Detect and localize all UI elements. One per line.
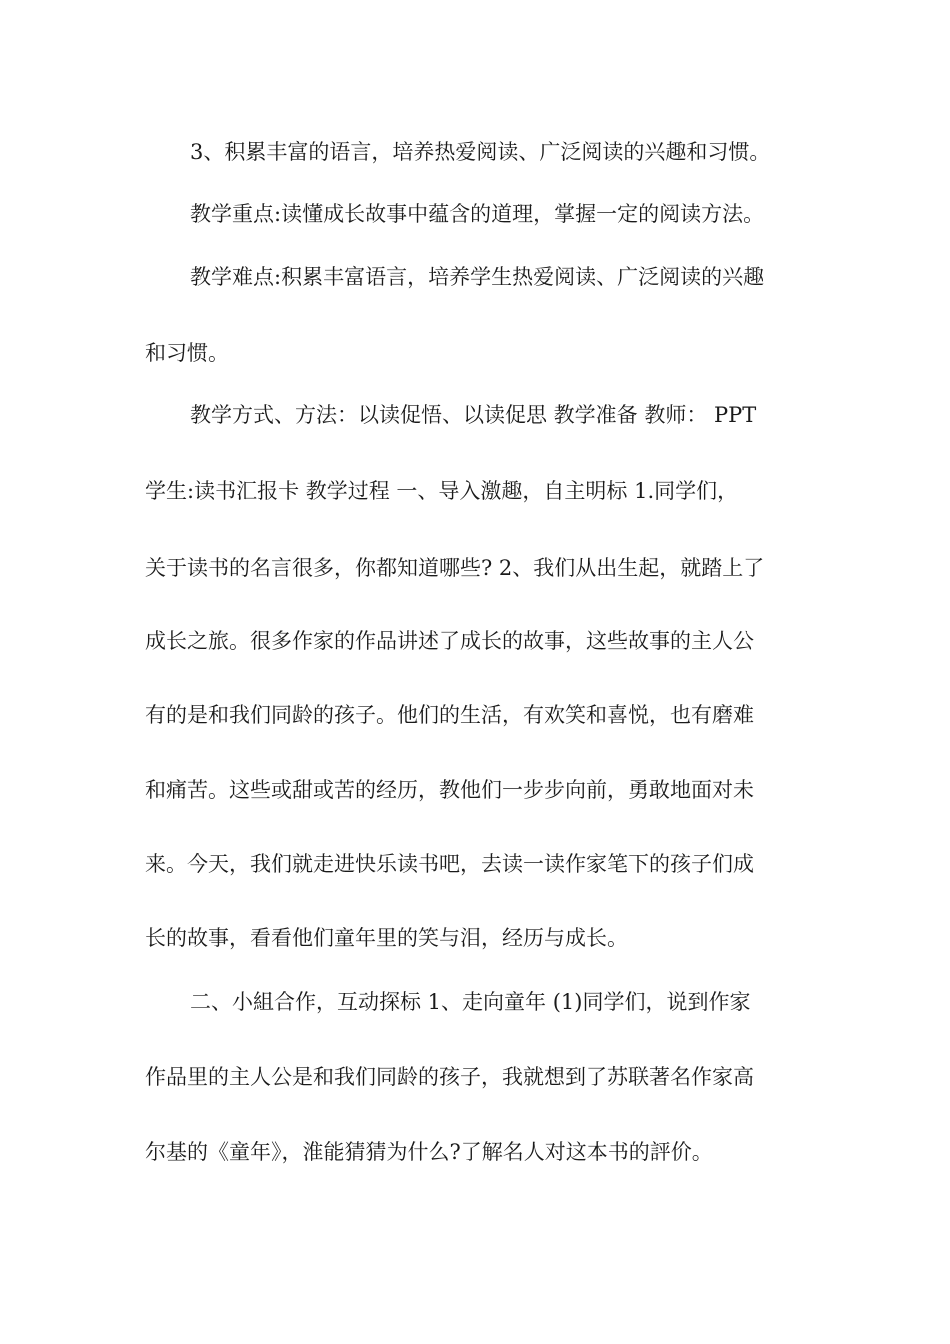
text-line: 教学方式、方法：以读促悟、以读促思 教学准备 教师： PPT	[190, 403, 757, 427]
text-line: 作品里的主人公是和我们同龄的孩子，我就想到了苏联著名作家高	[145, 1065, 754, 1089]
text-line: 二、小組合作，互动探标 1、走向童年 (1)同学们，说到作家	[190, 990, 751, 1014]
text-line: 有的是和我们同龄的孩子。他们的生活，有欢笑和喜悦，也有磨难	[145, 703, 754, 727]
text-line: 3、积累丰富的语言，培养热爱阅读、广泛阅读的兴趣和习惯。	[190, 140, 771, 164]
text-line: 来。今天，我们就走进快乐读书吧，去读一读作家笔下的孩子们成	[145, 852, 754, 876]
text-line: 和痛苦。这些或甜或苦的经历，教他们一步步向前，勇敢地面对未	[145, 778, 754, 802]
text-line: 关于读书的名言很多，你都知道哪些? 2、我们从出生起，就踏上了	[145, 556, 765, 580]
text-line: 和习惯。	[145, 341, 229, 365]
text-line: 学生:读书汇报卡 教学过程 一、导入激趣，自主明标 1.同学们，	[145, 479, 739, 503]
text-line: 长的故事，看看他们童年里的笑与泪，经历与成长。	[145, 926, 628, 950]
text-line: 尔基的《童年》，淮能猜猜为什么?了解名人对这本书的評价。	[145, 1140, 713, 1164]
text-line: 成长之旅。很多作家的作品讲述了成长的故事，这些故事的主人公	[145, 629, 754, 653]
text-line: 教学难点:积累丰富语言，培养学生热爱阅读、广泛阅读的兴趣	[190, 265, 765, 289]
text-line: 教学重点:读懂成长故事中蕴含的道理，掌握一定的阅读方法。	[190, 202, 765, 226]
